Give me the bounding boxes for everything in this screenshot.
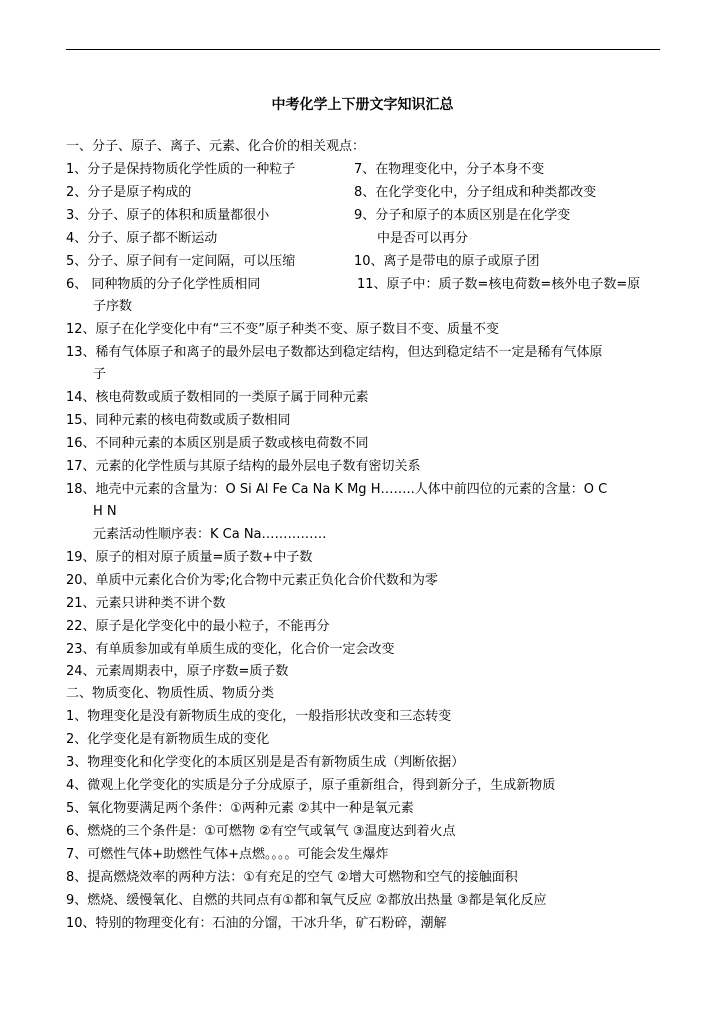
text-line: 中是否可以再分 <box>377 231 469 246</box>
text-line: 2、分子是原子构成的 <box>66 185 192 200</box>
text-line: 12、原子在化学变化中有“三不变”原子种类不变、原子数目不变、质量不变 <box>66 322 500 337</box>
text-line: 4、分子、原子都不断运动 <box>66 231 218 246</box>
text-line: 子序数 <box>93 299 133 314</box>
text-line: 21、元素只讲种类不讲个数 <box>66 596 226 611</box>
text-line: 20、单质中元素化合价为零;化合物中元素正负化合价代数和为零 <box>66 573 438 588</box>
text-line: 8、提高燃烧效率的两种方法：①有充足的空气 ②增大可燃物和空气的接触面积 <box>66 870 518 885</box>
text-line: 5、氧化物要满足两个条件：①两种元素 ②其中一种是氧元素 <box>66 801 414 816</box>
text-line: 元素活动性顺序表：K Ca Na…………… <box>93 527 327 542</box>
text-line: 8、在化学变化中，分子组成和种类都改变 <box>354 185 597 200</box>
text-line: 14、核电荷数或质子数相同的一类原子属于同种元素 <box>66 390 369 405</box>
text-line: 10、离子是带电的原子或原子团 <box>354 254 540 269</box>
text-line: 13、稀有气体原子和离子的最外层电子数都达到稳定结构，但达到稳定结不一定是稀有气体原 <box>66 345 603 360</box>
text-line: 15、同种元素的核电荷数或质子数相同 <box>66 413 291 428</box>
text-line: 2、化学变化是有新物质生成的变化 <box>66 732 270 747</box>
section-heading: 二、物质变化、物质性质、物质分类 <box>66 686 275 701</box>
text-line: 9、燃烧、缓慢氧化、自燃的共同点有①都和氧气反应 ②都放出热量 ③都是氧化反应 <box>66 893 547 908</box>
text-line: 9、分子和原子的本质区别是在化学变 <box>354 208 571 223</box>
text-line: 7、在物理变化中，分子本身不变 <box>354 162 545 177</box>
text-line: 7、可燃性气体+助燃性气体+点燃。。。。可能会发生爆炸 <box>66 847 389 862</box>
text-line: 1、分子是保持物质化学性质的一种粒子 <box>66 162 296 177</box>
text-line: 4、微观上化学变化的实质是分子分成原子，原子重新组合，得到新分子，生成新物质 <box>66 778 556 793</box>
text-line: 5、分子、原子间有一定间隔，可以压缩 <box>66 254 296 269</box>
text-line: H N <box>93 504 117 519</box>
text-line: 1、物理变化是没有新物质生成的变化，一般指形状改变和三态转变 <box>66 709 452 724</box>
text-line: 23、有单质参加或有单质生成的变化，化合价一定会改变 <box>66 642 395 657</box>
text-line: 16、不同种元素的本质区别是质子数或核电荷数不同 <box>66 436 369 451</box>
text-line: 17、元素的化学性质与其原子结构的最外层电子数有密切关系 <box>66 459 421 474</box>
text-line: 3、分子、原子的体积和质量都很小 <box>66 208 270 223</box>
text-line: 10、特别的物理变化有：石油的分馏，干冰升华，矿石粉碎，潮解 <box>66 916 447 931</box>
text-line: 22、原子是化学变化中的最小粒子，不能再分 <box>66 619 330 634</box>
text-line: 24、元素周期表中，原子序数=质子数 <box>66 664 289 679</box>
text-line: 11、原子中：质子数=核电荷数=核外电子数=原 <box>357 277 641 292</box>
header-rule <box>66 49 660 50</box>
text-line: 18、地壳中元素的含量为：O Si Al Fe Ca Na K Mg H……..人体中前四位的元素的含量：O C <box>66 482 608 497</box>
text-line: 6、燃烧的三个条件是：①可燃物 ②有空气或氧气 ③温度达到着火点 <box>66 824 456 839</box>
text-line: 19、原子的相对原子质量=质子数+中子数 <box>66 550 313 565</box>
page-title: 中考化学上下册文字知识汇总 <box>271 97 454 113</box>
section-heading: 一、分子、原子、离子、元素、化合价的相关观点： <box>66 139 366 154</box>
text-line: 子 <box>93 367 107 382</box>
text-line: 3、物理变化和化学变化的本质区别是是否有新物质生成（判断依据） <box>66 755 465 770</box>
text-line: 6、 同种物质的分子化学性质相同 <box>66 277 261 292</box>
